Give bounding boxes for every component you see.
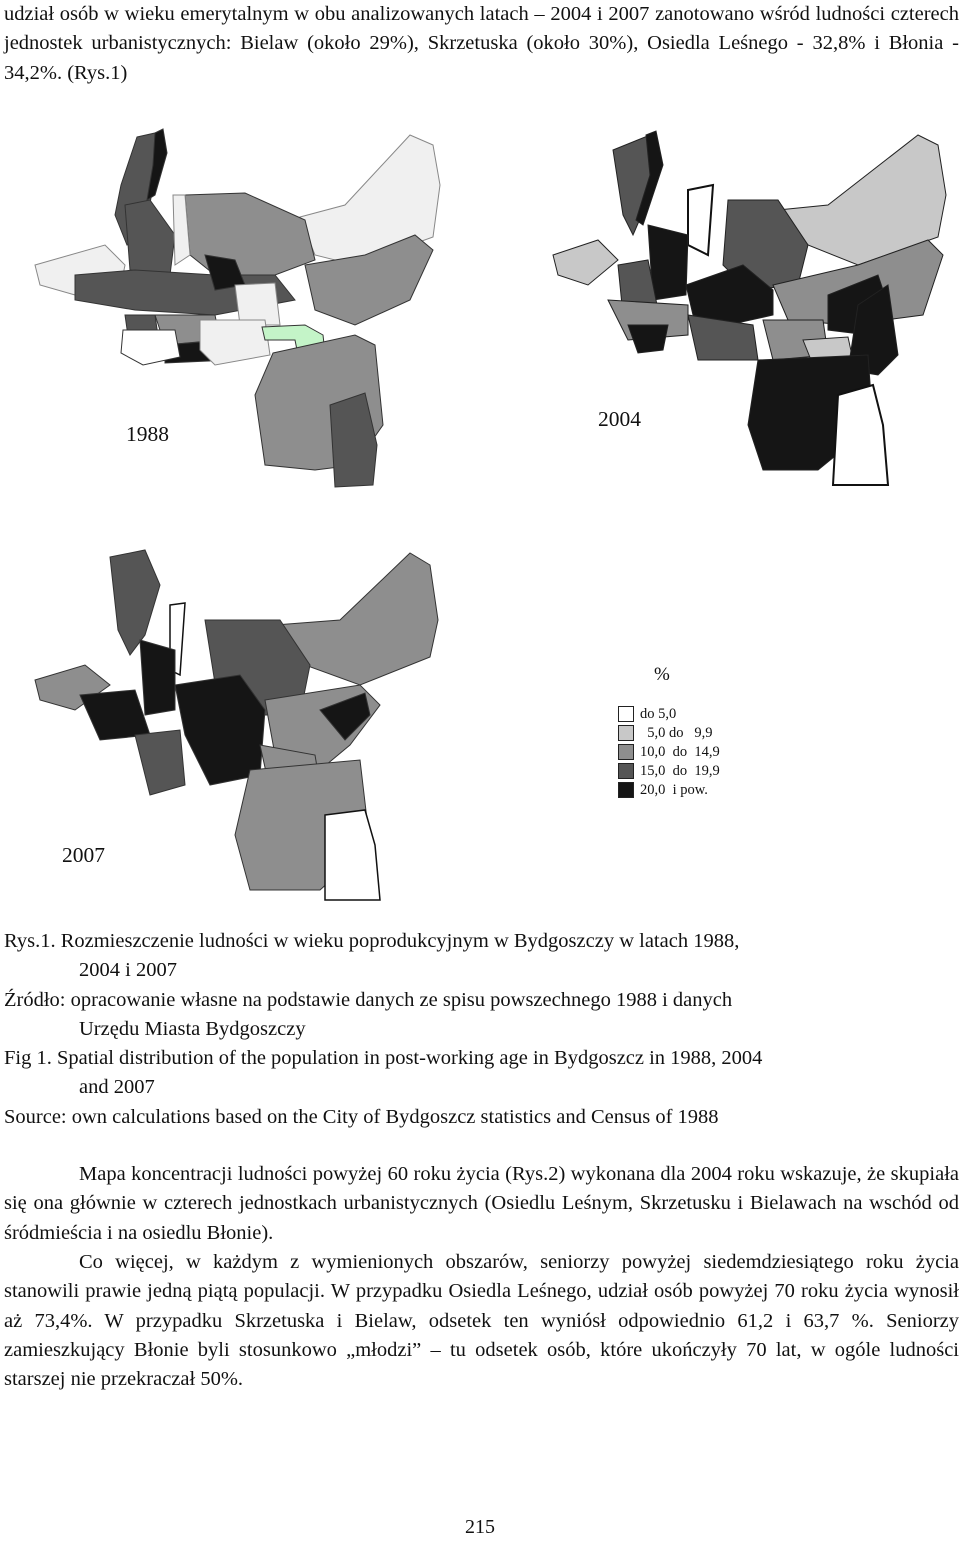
district: [175, 675, 265, 785]
caption-rys-line2: 2004 i 2007: [79, 959, 177, 982]
caption-fig-line2: and 2007: [79, 1076, 155, 1099]
body-paragraph-2: Co więcej, w każdym z wymienionych obszarów, seniorzy powyżej siedemdziesiątego roku życia stanowili prawie jedną piątą populacji. W przypadku Osiedla Leśnego, udział osób powyżej 70 roku życia wynosił aż 73,4%. W przypadku Skrzetuska i Bielaw, odsetek ten wyniósł odpowiednio 61,2 i 63,7 %. Seniorzy zamieszkujący Błonie byli stosunkowo „młodzi” – tu odsetek osób, które ukończyły 70 lat, w ogóle ludności starszej nie przekraczał 50%.: [4, 1251, 959, 1391]
page-number: 215: [465, 1516, 495, 1538]
district: [80, 690, 150, 740]
district: [200, 320, 270, 365]
district: [235, 283, 280, 325]
map-label-2004: 2004: [598, 407, 641, 431]
legend-swatch: [618, 763, 634, 779]
district: [325, 810, 380, 900]
map-2004: [528, 125, 958, 500]
legend-swatch: [618, 782, 634, 798]
district: [135, 730, 185, 795]
legend-label: do 5,0: [640, 705, 677, 722]
map-label-1988: 1988: [126, 422, 169, 446]
legend-swatch: [618, 706, 634, 722]
legend-label: 10,0 do 14,9: [640, 743, 720, 760]
caption-zrodlo-line2: Urzędu Miasta Bydgoszczy: [79, 1017, 306, 1040]
legend-swatch: [618, 744, 634, 760]
legend-label: 5,0 do 9,9: [640, 724, 713, 741]
legend-item: [618, 705, 676, 723]
legend-item: [618, 743, 720, 761]
map-1988: [15, 125, 445, 490]
map-label-2007: 2007: [62, 843, 105, 867]
legend-title: %: [654, 664, 670, 685]
legend-label: 20,0 i pow.: [640, 781, 708, 798]
figure-caption: [4, 927, 959, 1132]
caption-source-line: Source: own calculations based on the City of Bydgoszcz statistics and Census of 1988: [4, 1105, 719, 1128]
legend-label: 15,0 do 19,9: [640, 762, 720, 779]
district: [140, 640, 175, 715]
district: [688, 185, 713, 255]
legend-swatch: [618, 725, 634, 741]
legend-item: [618, 724, 713, 742]
legend-item: [618, 781, 708, 799]
caption-rys-line1: Rys.1. Rozmieszczenie ludności w wieku poprodukcyjnym w Bydgoszczy w latach 1988,: [4, 930, 740, 952]
district: [110, 550, 160, 655]
top-paragraph: udział osób w wieku emerytalnym w obu analizowanych latach – 2004 i 2007 zanotowano wśród ludności czterech jednostek urbanistycznych: Bielaw (około 29%), Skrzetuska (około 30%), Osiedla Leśnego - 32,8% i Błonia - 34,2%. (Rys.1): [4, 3, 959, 84]
district: [628, 325, 668, 353]
district: [125, 200, 175, 275]
district: [185, 193, 315, 275]
legend-item: [618, 762, 720, 780]
body-paragraph-1: Mapa koncentracji ludności powyżej 60 roku życia (Rys.2) wykonana dla 2004 roku wskazuje, że skupiała się ona głównie w czterech jednostkach urbanistycznych (Osiedlu Leśnym, Skrzetusku i Bielawach na wschód od śródmieścia i na osiedlu Błonie).: [4, 1163, 959, 1244]
district: [688, 315, 758, 360]
district: [833, 385, 888, 485]
district: [553, 240, 618, 285]
caption-zrodlo-line1: Źródło: opracowanie własne na podstawie danych ze spisu powszechnego 1988 i danych: [4, 988, 733, 1011]
caption-fig-line1: Fig 1. Spatial distribution of the population in post-working age in Bydgoszcz in 1988, 2004: [4, 1047, 763, 1070]
